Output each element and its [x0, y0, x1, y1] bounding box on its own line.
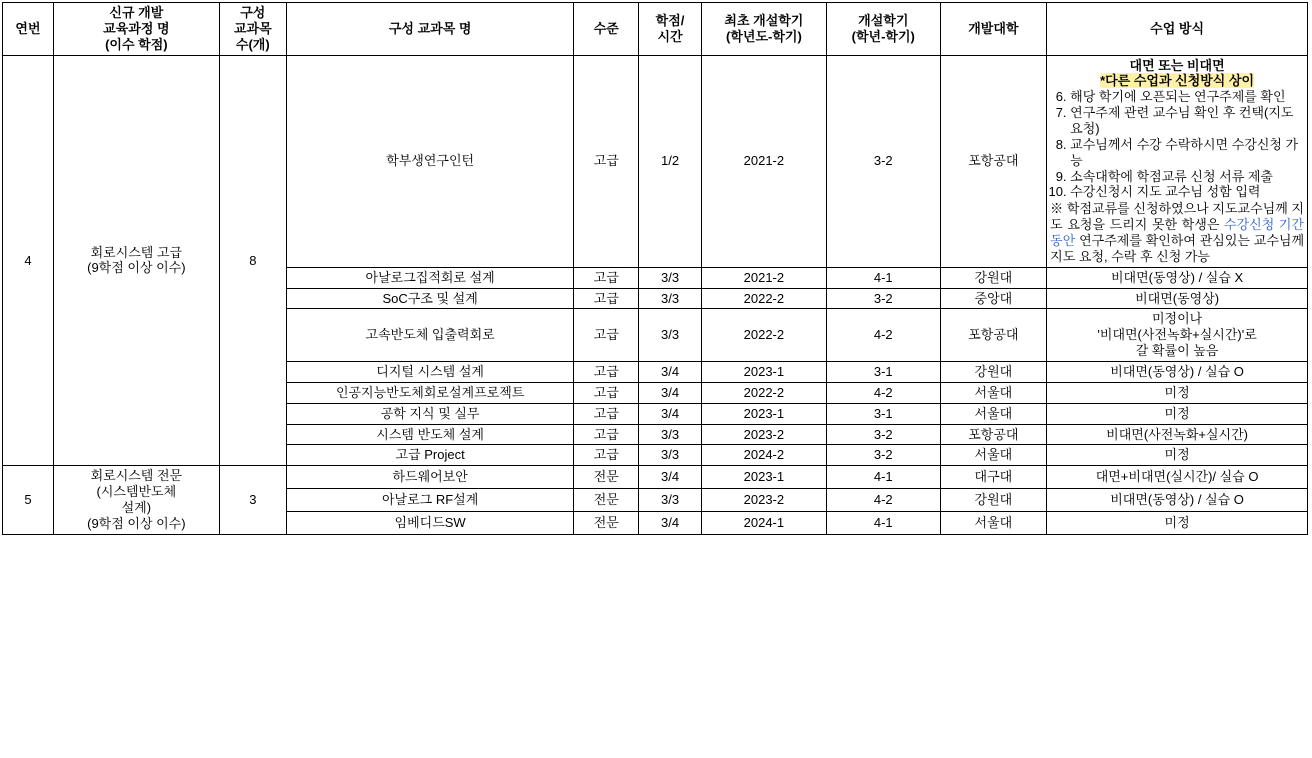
footnote-mark-icon: ※ [1050, 201, 1064, 217]
cell-credit: 1/2 [639, 55, 702, 267]
cell-credit: 3/4 [639, 403, 702, 424]
cell-class-method: 비대면(동영상) / 실습 O [1047, 362, 1308, 383]
cell-university: 강원대 [940, 489, 1047, 512]
cell-university: 포항공대 [940, 55, 1047, 267]
cell-course-name: 고급 Project [286, 445, 573, 466]
cell-course-name: 시스템 반도체 설계 [286, 424, 573, 445]
cell-first-open: 2023-1 [701, 403, 826, 424]
cell-level: 고급 [574, 424, 639, 445]
cell-university: 포항공대 [940, 309, 1047, 362]
cell-first-open: 2022-2 [701, 309, 826, 362]
cell-university: 포항공대 [940, 424, 1047, 445]
cell-course-name: 인공지능반도체회로설계프로젝트 [286, 382, 573, 403]
footnote-text-2: 연구주제를 확인하여 관심있는 교수님께 지도 요청, 수락 후 신청 가능 [1050, 233, 1304, 264]
cell-open-term: 4-2 [826, 382, 940, 403]
cell-course-name: 학부생연구인턴 [286, 55, 573, 267]
cell-class-method: 비대면(동영상) [1047, 288, 1308, 309]
header-seq: 연번 [3, 3, 54, 56]
cell-level: 고급 [574, 55, 639, 267]
table-row [3, 55, 1308, 267]
cell-credit: 3/3 [639, 445, 702, 466]
cell-open-term: 4-1 [826, 267, 940, 288]
cell-university: 서울대 [940, 511, 1047, 534]
cell-credit: 3/4 [639, 511, 702, 534]
cell-course-name: 고속반도체 입출력회로 [286, 309, 573, 362]
cell-credit: 3/4 [639, 382, 702, 403]
cell-open-term: 4-2 [826, 489, 940, 512]
cell-course-count: 3 [219, 466, 286, 534]
cell-open-term: 3-2 [826, 445, 940, 466]
cell-first-open: 2024-2 [701, 445, 826, 466]
cell-level: 전문 [574, 511, 639, 534]
cell-class-method: 미정 [1047, 445, 1308, 466]
cell-course-name: 임베디드SW [286, 511, 573, 534]
cell-open-term: 4-1 [826, 511, 940, 534]
curriculum-table [2, 2, 1308, 535]
cell-level: 고급 [574, 382, 639, 403]
header-open-term: 개설학기 (학년-학기) [826, 3, 940, 56]
cell-course-name: 아날로그 RF설계 [286, 489, 573, 512]
cell-class-method-detail [1047, 55, 1308, 267]
cell-class-method: 대면+비대면(실시간)/ 실습 O [1047, 466, 1308, 489]
cell-class-method: 비대면(사전녹화+실시간) [1047, 424, 1308, 445]
cell-seq: 5 [3, 466, 54, 534]
cell-open-term: 3-2 [826, 424, 940, 445]
cell-university: 강원대 [940, 362, 1047, 383]
cell-university: 대구대 [940, 466, 1047, 489]
cell-course-name: 디지털 시스템 설계 [286, 362, 573, 383]
header-credit-hours: 학점/ 시간 [639, 3, 702, 56]
cell-class-method: 미정 [1047, 382, 1308, 403]
cell-level: 고급 [574, 403, 639, 424]
cell-level: 고급 [574, 445, 639, 466]
cell-course-count: 8 [219, 55, 286, 466]
cell-first-open: 2022-2 [701, 288, 826, 309]
cell-open-term: 4-2 [826, 309, 940, 362]
cell-first-open: 2023-1 [701, 362, 826, 383]
cell-credit: 3/3 [639, 309, 702, 362]
header-program: 신규 개발 교육과정 명 (이수 학점) [53, 3, 219, 56]
cell-open-term: 4-1 [826, 466, 940, 489]
cell-course-name: 하드웨어보안 [286, 466, 573, 489]
cell-credit: 3/3 [639, 267, 702, 288]
cell-level: 전문 [574, 489, 639, 512]
cell-class-method: 미정 [1047, 403, 1308, 424]
cell-credit: 3/3 [639, 288, 702, 309]
footnote-text-highlight: 수강신청 기간 동안 [1050, 217, 1304, 249]
header-level: 수준 [574, 3, 639, 56]
cell-class-method: 비대면(동영상) / 실습 O [1047, 489, 1308, 512]
header-course-count: 구성 교과목 수(개) [219, 3, 286, 56]
cell-level: 고급 [574, 288, 639, 309]
cell-seq: 4 [3, 55, 54, 466]
cell-credit: 3/3 [639, 424, 702, 445]
cell-university: 서울대 [940, 445, 1047, 466]
header-developing-university: 개발대학 [940, 3, 1047, 56]
cell-credit: 3/4 [639, 466, 702, 489]
cell-first-open: 2022-2 [701, 382, 826, 403]
table-header [3, 3, 1308, 56]
cell-level: 고급 [574, 362, 639, 383]
method-step-list [1050, 89, 1304, 200]
cell-course-name: 아날로그집적회로 설계 [286, 267, 573, 288]
cell-university: 중앙대 [940, 288, 1047, 309]
cell-level: 전문 [574, 466, 639, 489]
cell-university: 서울대 [940, 382, 1047, 403]
list-item: 8. 교수님께서 수강 수락하시면 수강신청 가능 [1070, 137, 1304, 169]
cell-level: 고급 [574, 267, 639, 288]
cell-credit: 3/4 [639, 362, 702, 383]
header-class-method: 수업 방식 [1047, 3, 1308, 56]
cell-first-open: 2021-2 [701, 267, 826, 288]
cell-program: 회로시스템 고급 (9학점 이상 이수) [53, 55, 219, 466]
cell-open-term: 3-1 [826, 362, 940, 383]
cell-first-open: 2021-2 [701, 55, 826, 267]
method-highlight-note: *다른 수업과 신청방식 상이 [1100, 73, 1255, 89]
list-item: 9. 소속대학에 학점교류 신청 서류 제출 [1070, 169, 1304, 185]
list-item: 6. 해당 학기에 오픈되는 연구주제를 확인 [1070, 89, 1304, 105]
method-title: 대면 또는 비대면 [1129, 57, 1225, 73]
list-item: 10. 수강신청시 지도 교수님 성함 입력 [1070, 184, 1304, 200]
cell-open-term: 3-2 [826, 55, 940, 267]
cell-first-open: 2023-2 [701, 424, 826, 445]
method-footnote [1050, 201, 1304, 264]
list-item: 7. 연구주제 관련 교수님 확인 후 컨택(지도요청) [1070, 105, 1304, 137]
footnote-text-1: 학점교류를 신청하였으나 지도교수님께 지도 요청을 드리지 못한 학생은 [1050, 201, 1304, 233]
table-body [3, 55, 1308, 534]
cell-first-open: 2023-1 [701, 466, 826, 489]
cell-open-term: 3-1 [826, 403, 940, 424]
cell-level: 고급 [574, 309, 639, 362]
cell-course-name: SoC구조 및 설계 [286, 288, 573, 309]
header-row [3, 3, 1308, 56]
cell-course-name: 공학 지식 및 실무 [286, 403, 573, 424]
cell-first-open: 2024-1 [701, 511, 826, 534]
cell-class-method: 미정이나 '비대면(사전녹화+실시간)'로 갈 확률이 높음 [1047, 309, 1308, 362]
header-course-name: 구성 교과목 명 [286, 3, 573, 56]
header-first-open-term: 최초 개설학기 (학년도-학기) [701, 3, 826, 56]
cell-class-method: 비대면(동영상) / 실습 X [1047, 267, 1308, 288]
table-row [3, 466, 1308, 489]
cell-credit: 3/3 [639, 489, 702, 512]
cell-class-method: 미정 [1047, 511, 1308, 534]
cell-first-open: 2023-2 [701, 489, 826, 512]
cell-university: 강원대 [940, 267, 1047, 288]
cell-program: 회로시스템 전문 (시스템반도체 설계) (9학점 이상 이수) [53, 466, 219, 534]
cell-open-term: 3-2 [826, 288, 940, 309]
cell-university: 서울대 [940, 403, 1047, 424]
